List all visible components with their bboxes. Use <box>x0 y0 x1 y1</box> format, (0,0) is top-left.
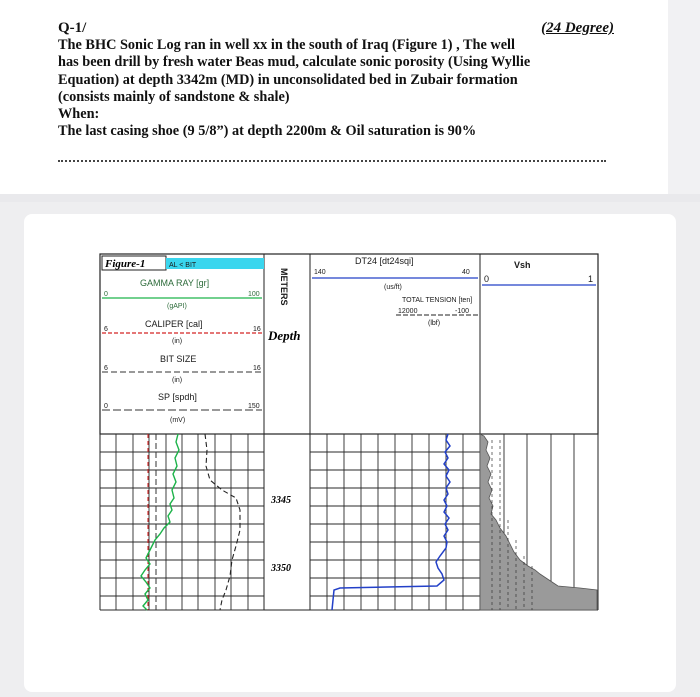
gamma-ray-curve <box>141 434 179 610</box>
question-line-3: Equation) at depth 3342m (MD) in unconsolidated bed in Zubair formation <box>58 71 518 88</box>
track2-grid <box>310 434 480 610</box>
sp-max: 150 <box>248 403 260 410</box>
sonic-dt-curve <box>332 434 450 610</box>
depth-3350: 3350 <box>271 563 291 574</box>
vsh-max: 1 <box>588 274 594 284</box>
track1-grid <box>100 434 264 610</box>
depth-3345: 3345 <box>271 495 291 506</box>
tension-left: 12000 <box>398 308 418 315</box>
caliper-unit: (in) <box>172 338 183 345</box>
question-line-5: When: <box>58 106 100 123</box>
question-line-1: The BHC Sonic Log ran in well xx in the south of Iraq (Figure 1) , The well <box>58 37 516 54</box>
dt-unit: (us/ft) <box>384 284 402 291</box>
sp-label: SP [spdh] <box>158 392 197 402</box>
sp-min: 0 <box>104 403 108 410</box>
al-bit-label: AL < BIT <box>169 262 197 269</box>
bit-size-max: 16 <box>253 365 261 372</box>
gamma-unit: (gAPI) <box>167 303 187 310</box>
bit-size-min: 6 <box>104 365 108 372</box>
sp-unit: (mV) <box>170 417 186 424</box>
question-line-6: The last casing shoe (9 5/8”) at depth 2200m & Oil saturation is 90% <box>58 123 477 140</box>
question-line-2: has been drill by fresh water Beas mud, calculate sonic porosity (Using Wyllie <box>58 54 531 71</box>
dt-label: DT24 [dt24sqi] <box>355 256 414 266</box>
tension-right: -100 <box>455 308 470 315</box>
caliper-label: CALIPER [cal] <box>145 319 203 329</box>
gamma-min: 0 <box>104 291 108 298</box>
dt-left: 140 <box>314 269 326 276</box>
tension-unit: (lbf) <box>428 320 441 327</box>
meters-label: METERS <box>279 268 289 306</box>
tension-label: TOTAL TENSION [ten] <box>402 297 473 304</box>
gamma-ray-label: GAMMA RAY [gr] <box>140 278 210 288</box>
sp-curve <box>205 434 240 610</box>
dt-right: 40 <box>462 269 470 276</box>
depth-label: Depth <box>268 328 301 343</box>
caliper-min: 6 <box>104 326 108 333</box>
question-number: Q-1/ <box>58 20 87 36</box>
gamma-max: 100 <box>248 291 260 298</box>
question-line-4: (consists mainly of sandstone & shale) <box>58 88 290 105</box>
vsh-min: 0 <box>484 274 490 284</box>
vsh-label: Vsh <box>514 260 531 270</box>
question-degree: (24 Degree) <box>541 20 614 36</box>
caliper-max: 16 <box>253 326 261 333</box>
vsh-fill <box>480 434 597 610</box>
figure-label: Figure-1 <box>105 258 146 270</box>
bit-size-label: BIT SIZE <box>160 354 197 364</box>
bit-size-unit: (in) <box>172 377 183 384</box>
